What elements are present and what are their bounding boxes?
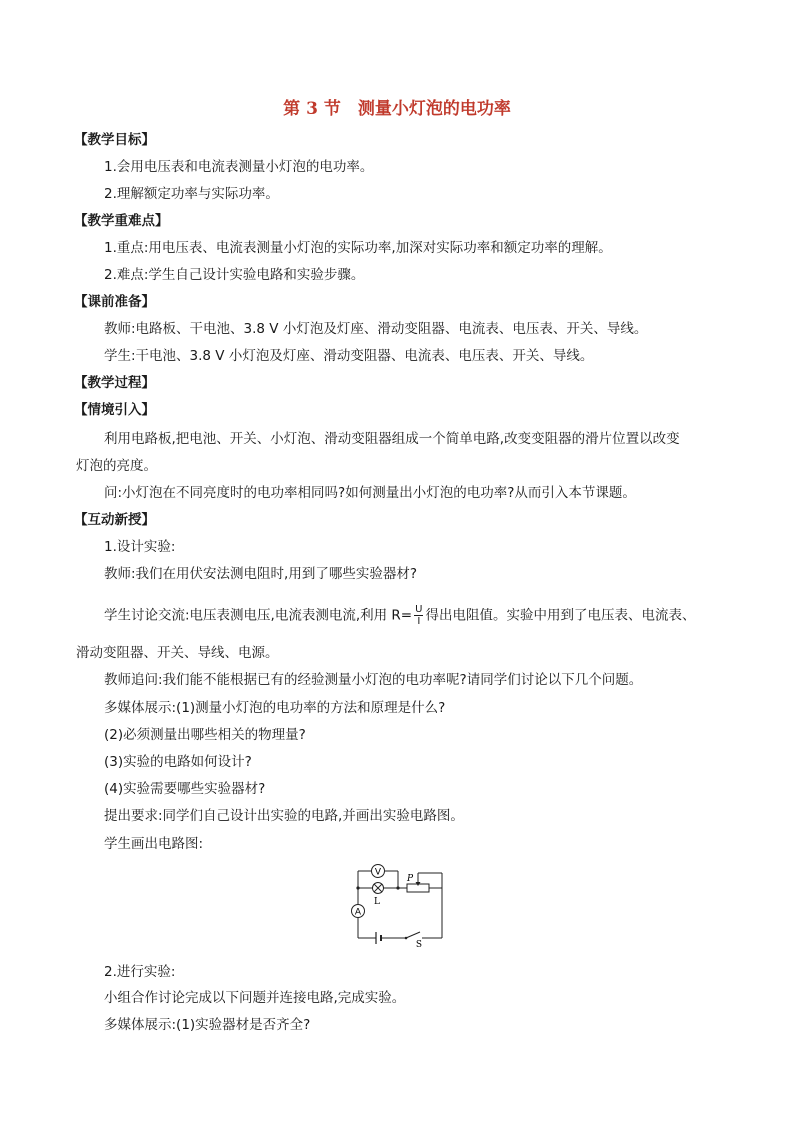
heading-interact: 【互动新授】 — [74, 512, 155, 528]
objective-1: 1.会用电压表和电流表测量小灯泡的电功率。 — [104, 159, 374, 175]
slider-label: P — [406, 874, 414, 884]
heading-intro: 【情境引入】 — [74, 402, 155, 418]
resistance-fraction — [414, 604, 423, 627]
multimedia-2: (2)必须测量出哪些相关的物理量? — [104, 727, 306, 743]
intro-text-1: 利用电路板,把电池、开关、小灯泡、滑动变阻器组成一个简单电路,改变变阻器的滑片位置以改变 — [104, 431, 680, 447]
group-work: 小组合作讨论完成以下问题并连接电路,完成实验。 — [104, 990, 406, 1006]
heading-keypoints: 【教学重难点】 — [74, 213, 169, 229]
discussion-text-b: 得出电阻值。实验中用到了电压表、电流表、 — [425, 607, 696, 624]
multimedia-4: (4)实验需要哪些实验器材? — [104, 781, 266, 797]
multimedia-3: (3)实验的电路如何设计? — [104, 754, 252, 770]
multimedia-1: 多媒体展示:(1)测量小灯泡的电功率的方法和原理是什么? — [104, 700, 446, 716]
draw-circuit-label: 学生画出电路图: — [104, 836, 204, 852]
keypoint-1: 1.重点:用电压表、电流表测量小灯泡的实际功率,加深对实际功率和额定功率的理解。 — [104, 240, 612, 256]
multimedia-5: 多媒体展示:(1)实验器材是否齐全? — [104, 1017, 311, 1033]
switch-label: S — [415, 940, 423, 948]
fraction-denominator: I — [417, 616, 421, 627]
requirement: 提出要求:同学们自己设计出实验的电路,并画出实验电路图。 — [104, 808, 464, 824]
lamp-label: L — [374, 897, 380, 907]
intro-question: 问:小灯泡在不同亮度时的电功率相同吗?如何测量出小灯泡的电功率?从而引入本节课题。 — [104, 485, 636, 501]
design-heading: 1.设计实验: — [104, 539, 176, 555]
experiment-heading: 2.进行实验: — [104, 964, 176, 980]
teacher-followup: 教师追问:我们能不能根据已有的经验测量小灯泡的电功率呢?请同学们讨论以下几个问题。 — [104, 672, 643, 688]
intro-text-2: 灯泡的亮度。 — [76, 458, 157, 474]
discussion-text-a: 学生讨论交流:电压表测电压,电流表测电流,利用 R= — [104, 607, 413, 624]
keypoint-2: 2.难点:学生自己设计实验电路和实验步骤。 — [104, 267, 365, 283]
page-title: 第 3 节 测量小灯泡的电功率 — [283, 99, 511, 119]
prep-student: 学生:干电池、3.8 V 小灯泡及灯座、滑动变阻器、电流表、电压表、开关、导线。 — [104, 348, 594, 364]
voltmeter-label: V — [374, 867, 382, 878]
heading-objectives: 【教学目标】 — [74, 132, 155, 148]
objective-2: 2.理解额定功率与实际功率。 — [104, 186, 279, 202]
fraction-numerator: U — [415, 604, 423, 615]
circuit-diagram — [344, 860, 449, 948]
heading-process: 【教学过程】 — [74, 375, 155, 391]
heading-prep: 【课前准备】 — [74, 294, 155, 310]
discussion-text-c: 滑动变阻器、开关、导线、电源。 — [76, 645, 279, 661]
teacher-question: 教师:我们在用伏安法测电阻时,用到了哪些实验器材? — [104, 566, 418, 582]
student-discussion — [104, 604, 695, 627]
ammeter-label: A — [354, 907, 362, 918]
prep-teacher: 教师:电路板、干电池、3.8 V 小灯泡及灯座、滑动变阻器、电流表、电压表、开关、导线。 — [104, 321, 648, 337]
